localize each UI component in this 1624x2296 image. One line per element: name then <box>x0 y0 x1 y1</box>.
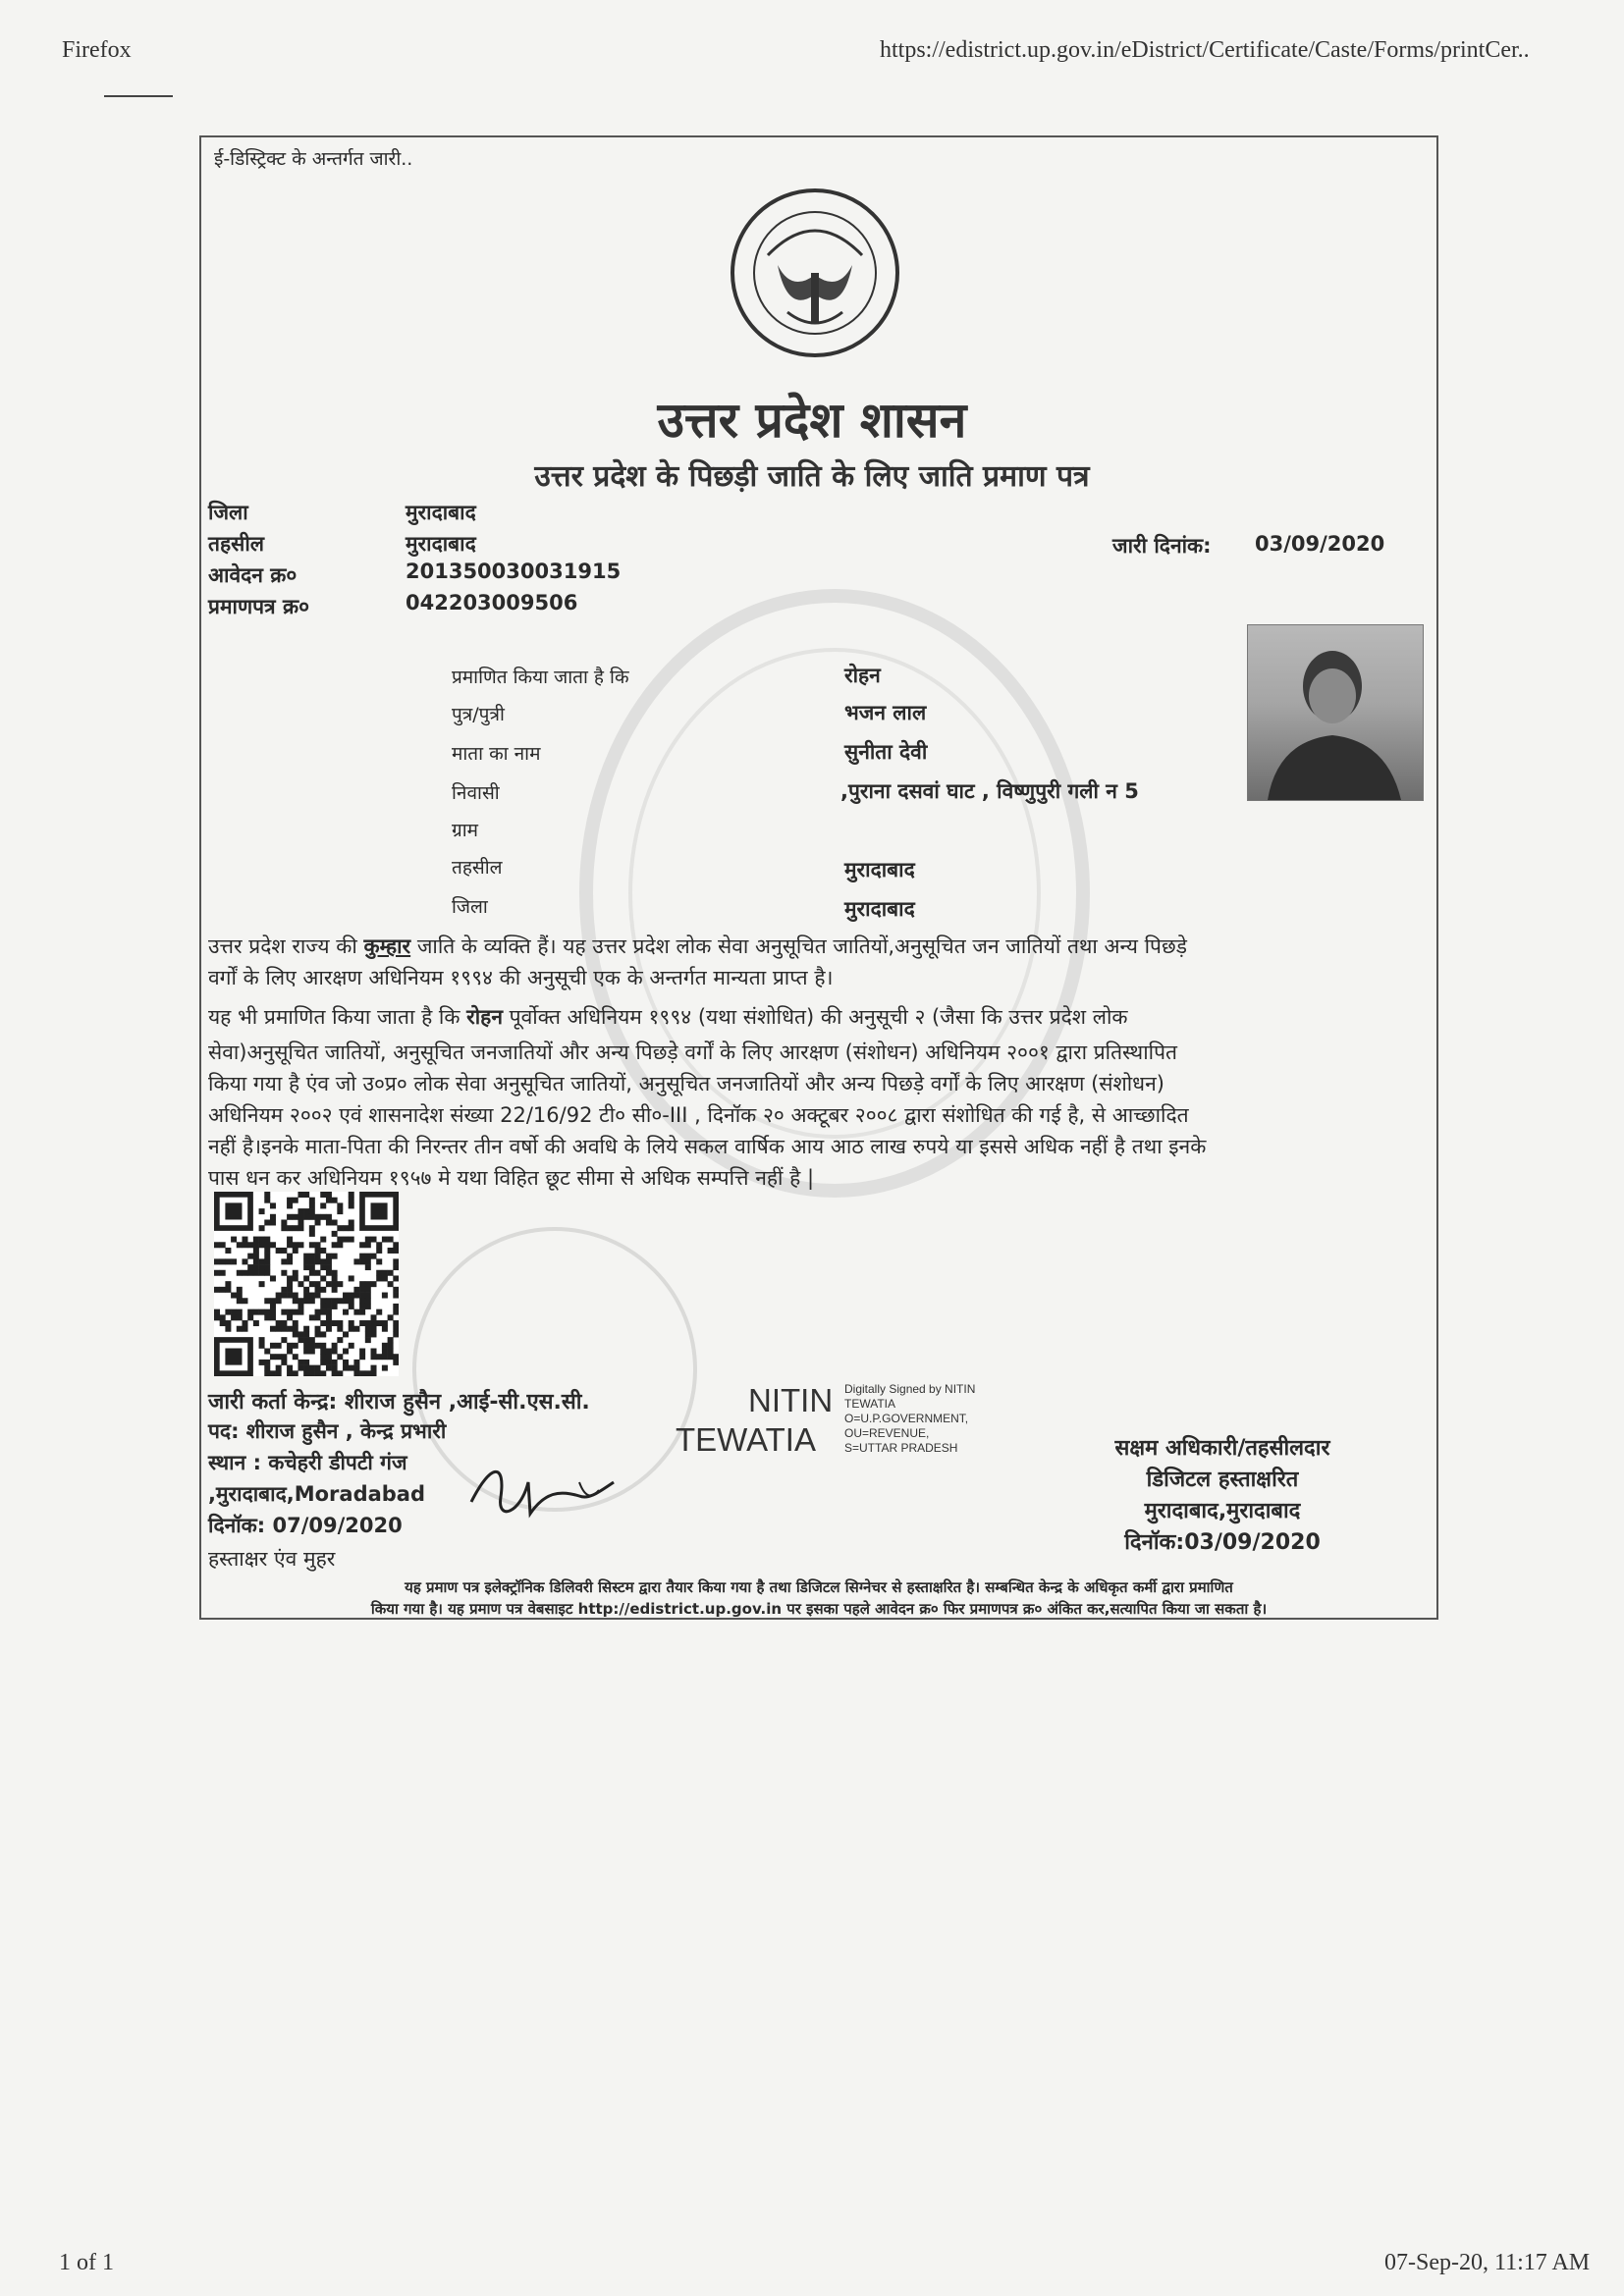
applicant-photo <box>1247 624 1424 801</box>
application-no-label: आवेदन क्र० <box>208 563 298 587</box>
district-value: मुरादाबाद <box>406 501 476 524</box>
resident-value: ,पुराना दसवां घाट , विष्णुपुरी गली न 5 <box>840 779 1139 803</box>
body-paragraph-2-line-3: किया गया है एंव जो उ०प्र० लोक सेवा अनुसूचित जातियों, अनुसूचित जनजातियों और अन्य पिछड़े वर्गों के लिए आरक्षण (संशोधन) <box>208 1072 1164 1095</box>
body-paragraph-1-line-2: वर्गों के लिए आरक्षण अधिनियम १९९४ की अनुसूची एक के अन्तर्गत मान्यता प्राप्त है। <box>208 966 834 989</box>
village-label: ग्राम <box>452 820 478 841</box>
body-paragraph-2-line-5: नहीं है।इनके माता-पिता की निरन्तर तीन वर्षो की अवधि के लिये सकल वार्षिक आय आठ लाख रुपये या इससे अधिक नहीं है तथा इनके <box>208 1135 1207 1158</box>
mother-value: सुनीता देवी <box>844 740 928 764</box>
certificate-no-value: 042203009506 <box>406 591 578 614</box>
browser-url[interactable]: https://edistrict.up.gov.in/eDistrict/Certificate/Caste/Forms/printCer.. <box>880 37 1530 63</box>
tehsil-label: तहसील <box>208 532 264 556</box>
issuer-post: पद: शीराज हुसैन , केन्द्र प्रभारी <box>208 1419 447 1443</box>
tehsil-value: मुरादाबाद <box>406 532 476 556</box>
up-government-emblem-icon <box>729 187 901 359</box>
digital-signature-details: Digitally Signed by NITIN TEWATIA O=U.P.GOVERNMENT, OU=REVENUE, S=UTTAR PRADESH <box>844 1382 976 1455</box>
resident-label: निवासी <box>452 782 500 804</box>
sign-and-seal-label: हस्ताक्षर एंव मुहर <box>208 1547 336 1571</box>
page-count: 1 of 1 <box>59 2250 114 2275</box>
district-label: जिला <box>208 501 248 524</box>
certificate-title: उत्तर प्रदेश शासन <box>657 392 967 449</box>
issue-date-value: 03/09/2020 <box>1255 532 1385 556</box>
authority-location: मुरादाबाद,मुरादाबाद <box>1144 1499 1301 1523</box>
caste-name: कुम्हार <box>363 934 411 958</box>
body-paragraph-2-line-6: पास धन कर अधिनियम १९५७ मे यथा विहित छूट सीमा से अधिक सम्पत्ति नहीं है | <box>208 1166 815 1190</box>
issuer-place-line-2: ,मुरादाबाद,Moradabad <box>208 1482 426 1506</box>
son-of-value: भजन लाल <box>844 701 927 724</box>
issued-under-text: ई-डिस्ट्रिक्ट के अन्तर्गत जारी.. <box>214 148 413 170</box>
authority-digital-signed: डिजिटल हस्ताक्षरित <box>1146 1468 1299 1492</box>
authority-date: दिनॉक:03/09/2020 <box>1124 1530 1321 1555</box>
competent-authority-block <box>1070 1433 1375 1559</box>
authority-title: सक्षम अधिकारी/तहसीलदार <box>1114 1436 1330 1461</box>
body-paragraph-2-line-1: यह भी प्रमाणित किया जाता है कि रोहन पूर्वोक्त अधिनियम १९९४ (यथा संशोधित) की अनुसूची २ (जैसा कि उत्तर प्रदेश लोक <box>208 1005 1128 1029</box>
mother-label: माता का नाम <box>452 743 541 765</box>
issue-date-label: जारी दिनांक: <box>1112 534 1212 558</box>
pen-mark <box>104 95 173 97</box>
details-district-label: जिला <box>452 896 488 918</box>
handwritten-signature <box>461 1453 628 1531</box>
digital-signer-last-name: TEWATIA <box>676 1421 816 1458</box>
issuer-centre: जारी कर्ता केन्द्र: शीराज हुसैन ,आई-सी.एस.सी. <box>208 1390 590 1415</box>
details-district-value: मुरादाबाद <box>844 897 915 921</box>
details-tehsil-label: तहसील <box>452 857 503 879</box>
certificate-no-label: प्रमाणपत्र क्र० <box>208 595 310 618</box>
application-no-value: 201350030031915 <box>406 560 622 583</box>
certificate-subtitle: उत्तर प्रदेश के पिछड़ी जाति के लिए जाति प्रमाण पत्र <box>534 459 1090 494</box>
applicant-name-inline: रोहन <box>466 1005 503 1029</box>
body-paragraph-2-line-2: सेवा)अनुसूचित जातियों, अनुसूचित जनजातियों और अन्य पिछड़े वर्गों के लिए आरक्षण (संशोधन) अधिनियम २००१ द्वारा प्रतिस्थापित <box>208 1041 1178 1064</box>
issuer-date: दिनॉक: 07/09/2020 <box>208 1514 403 1537</box>
body-paragraph-2-line-4: अधिनियम २००२ एवं शासनादेश संख्या 22/16/92 टी० सी०-III , दिनॉक २० अक्टूबर २००८ द्वारा संशोधित की गई है, से आच्छादित <box>208 1103 1189 1127</box>
issuer-place-line-1: स्थान : कचेहरी डीपटी गंज <box>208 1451 407 1474</box>
certified-name: रोहन <box>844 664 881 687</box>
son-of-label: पुत्र/पुत्री <box>452 704 505 725</box>
details-tehsil-value: मुरादाबाद <box>844 858 915 881</box>
certificate-footer-note: यह प्रमाण पत्र इलेक्ट्रॉनिक डिलिवरी सिस्टम द्वारा तैयार किया गया है तथा डिजिटल सिग्नेचर से हस्ताक्षरित है। सम्बन्धित केन्द्र के अधिकृत कर्मी द्वारा प्रमाणित किया गया है। यह प्रमाण पत्र वेबसाइट http://edistrict.up.gov.in पर इसका पहले आवेदन क्र० फिर प्रमाणपत्र क्र० अंकित कर,सत्यापित किया जा सकता है। <box>370 1578 1268 1618</box>
qr-code-icon <box>214 1192 399 1376</box>
browser-app-name: Firefox <box>62 37 132 63</box>
certified-label: प्रमाणित किया जाता है कि <box>452 667 629 688</box>
body-paragraph-1-line-1: उत्तर प्रदेश राज्य की कुम्हार जाति के व्यक्ति हैं। यह उत्तर प्रदेश लोक सेवा अनुसूचित जातियों,अनुसूचित जन जातियों तथा अन्य पिछड़े <box>208 934 1187 958</box>
digital-signer-first-name: NITIN <box>748 1382 834 1418</box>
print-datetime: 07-Sep-20, 11:17 AM <box>1384 2250 1591 2275</box>
